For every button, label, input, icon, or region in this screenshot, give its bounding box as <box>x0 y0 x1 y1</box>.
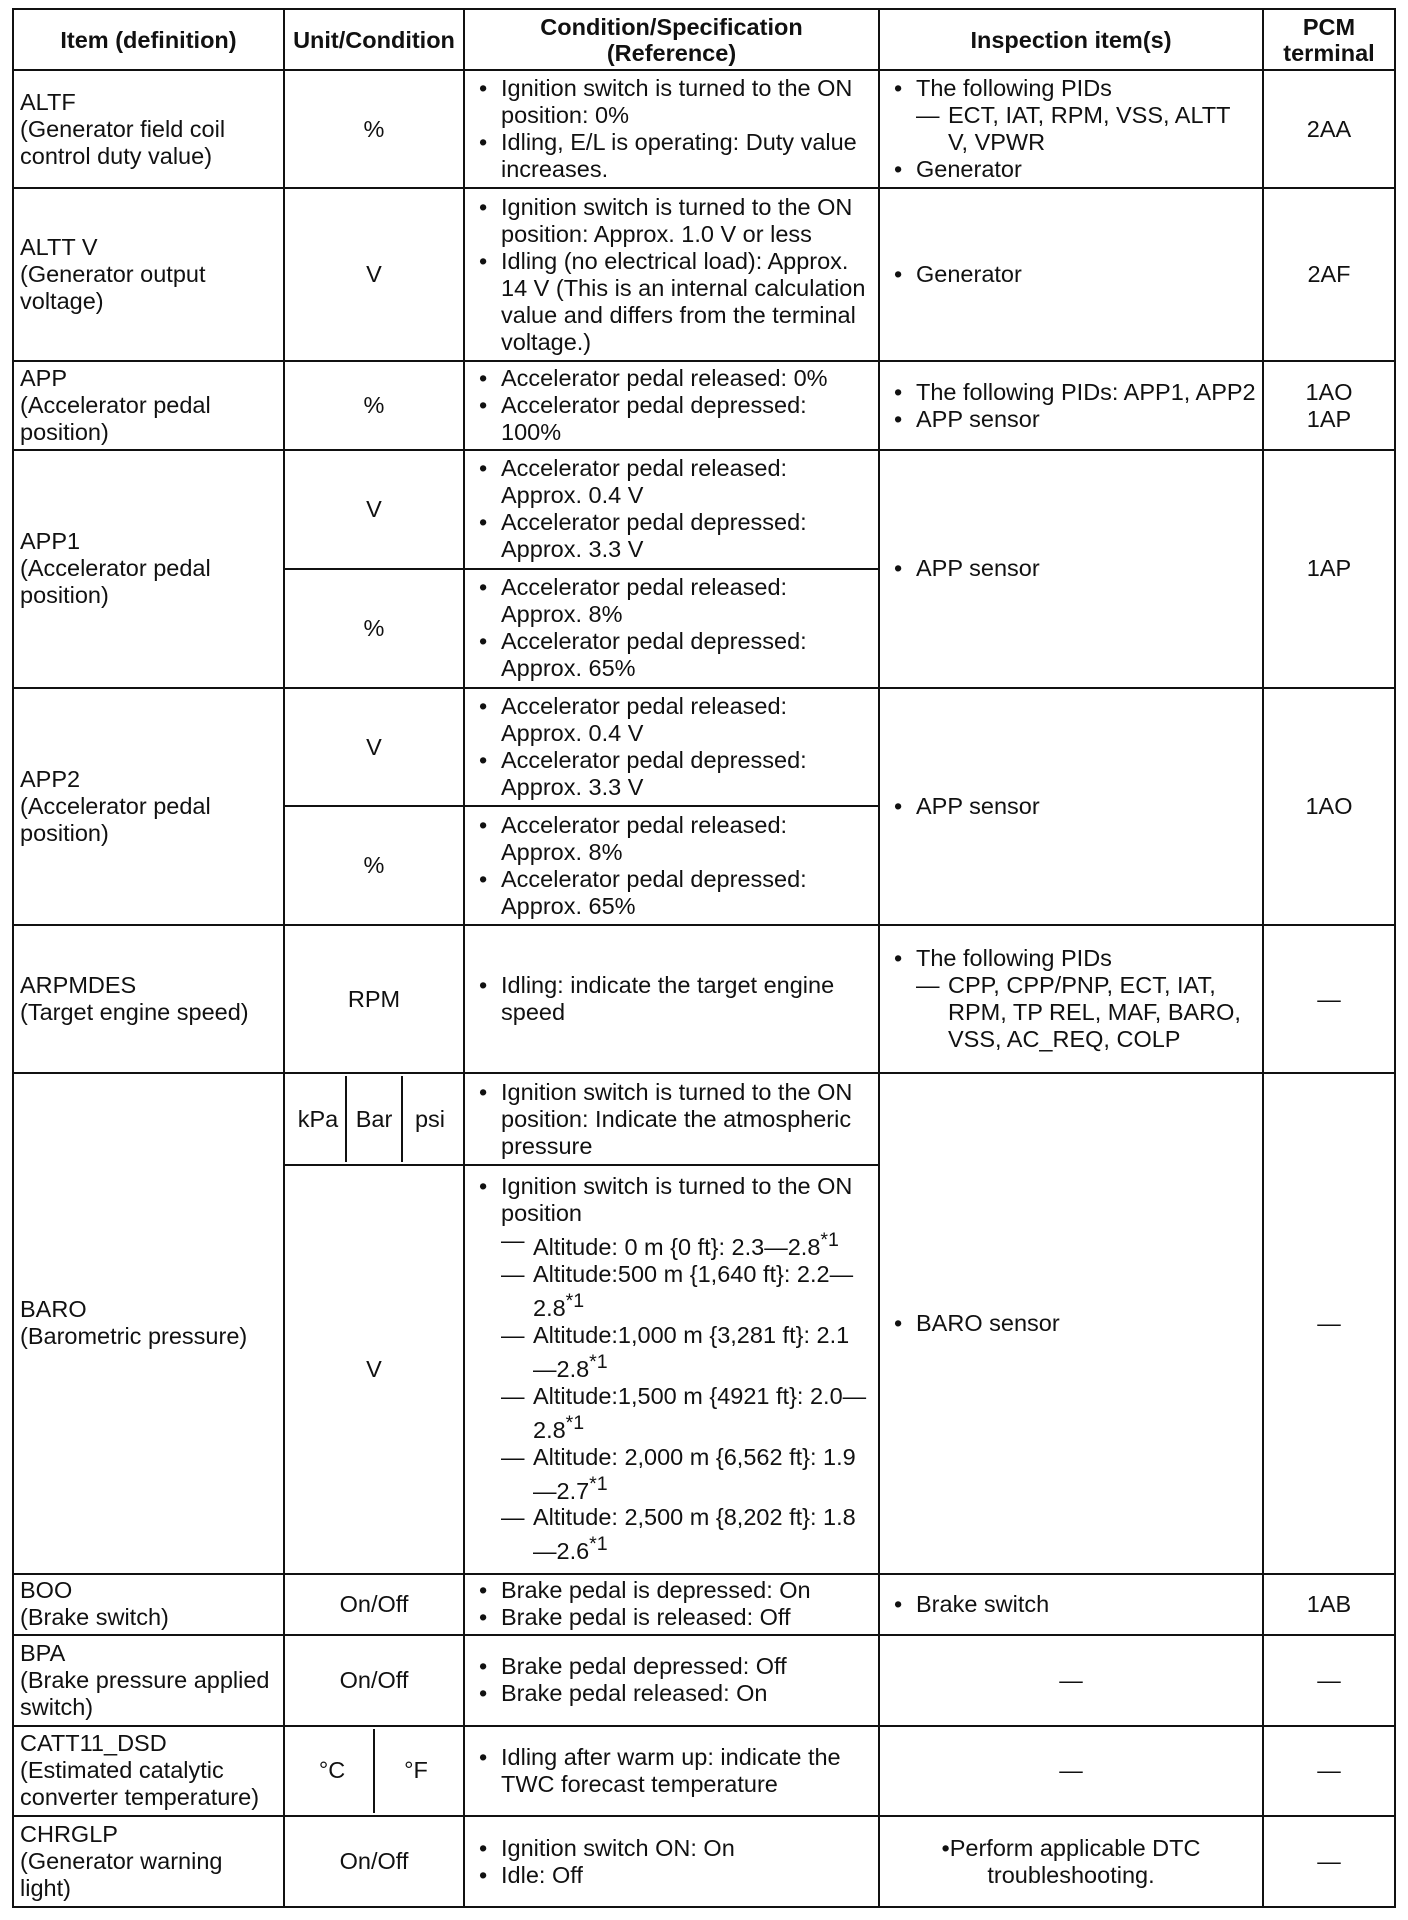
item-cell: CATT11_DSD (Estimated catalytic converter temperature) <box>13 1726 284 1817</box>
header-spec: Condition/Specification (Reference) <box>464 9 879 70</box>
spec-cell: • Accelerator pedal released: 0% • Accelerator pedal depressed: 100% <box>464 361 879 450</box>
pcm-cell: 2AF <box>1263 188 1395 361</box>
unit-cell: RPM <box>284 925 464 1073</box>
item-cell: BARO (Barometric pressure) <box>13 1073 284 1573</box>
pcm-cell: — <box>1263 1726 1395 1817</box>
unit-cell: V <box>284 450 464 569</box>
spec-cell: • Accelerator pedal released: Approx. 8% • Accelerator pedal depressed: Approx. 65% <box>464 806 879 925</box>
header-item: Item (definition) <box>13 9 284 70</box>
pcm-cell: 1AP <box>1263 450 1395 688</box>
item-cell: APP2 (Accelerator pedal position) <box>13 688 284 926</box>
table-row-app <box>13 361 1395 450</box>
unit-cell: % <box>284 806 464 925</box>
table-row-catt11-dsd <box>13 1726 1395 1817</box>
spec-cell: • Ignition switch ON: On • Idle: Off <box>464 1816 879 1907</box>
spec-cell: • Idling: indicate the target engine speed <box>464 925 879 1073</box>
spec-cell: • Idling after warm up: indicate the TWC forecast temperature <box>464 1726 879 1817</box>
unit-fahrenheit: °F <box>373 1729 457 1814</box>
spec-cell: • Accelerator pedal released: Approx. 0.4 V • Accelerator pedal depressed: Approx. 3.3 V <box>464 688 879 807</box>
table-row-boo <box>13 1574 1395 1635</box>
item-cell: BPA (Brake pressure applied switch) <box>13 1635 284 1726</box>
inspection-cell: • The following PIDs — CPP, CPP/PNP, ECT, IAT, RPM, TP REL, MAF, BARO, VSS, AC_REQ, COLP <box>879 925 1263 1073</box>
pcm-cell: — <box>1263 1816 1395 1907</box>
unit-cell <box>284 1073 464 1165</box>
item-cell: ALTF (Generator field coil control duty value) <box>13 70 284 188</box>
table-row-altt-v <box>13 188 1395 361</box>
spec-cell: • Ignition switch is turned to the ON position: Indicate the atmospheric pressure <box>464 1073 879 1165</box>
unit-cell: V <box>284 188 464 361</box>
unit-cell: V <box>284 1165 464 1574</box>
unit-cell: % <box>284 361 464 450</box>
inspection-cell: — <box>879 1726 1263 1817</box>
pcm-cell: — <box>1263 1073 1395 1573</box>
pid-spec-table <box>12 8 1396 1908</box>
item-cell: APP (Accelerator pedal position) <box>13 361 284 450</box>
spec-cell: • Accelerator pedal released: Approx. 8% • Accelerator pedal depressed: Approx. 65% <box>464 569 879 688</box>
spec-cell: • Brake pedal is depressed: On • Brake pedal is released: Off <box>464 1574 879 1635</box>
inspection-cell: — <box>879 1635 1263 1726</box>
unit-bar: Bar <box>345 1076 401 1162</box>
unit-cell: % <box>284 569 464 688</box>
spec-cell: • Accelerator pedal released: Approx. 0.4 V • Accelerator pedal depressed: Approx. 3.3 V <box>464 450 879 569</box>
unit-cell: % <box>284 70 464 188</box>
header-row <box>13 9 1395 70</box>
header-pcm: PCM terminal <box>1263 9 1395 70</box>
header-inspection: Inspection item(s) <box>879 9 1263 70</box>
inspection-cell: • Generator <box>879 188 1263 361</box>
pcm-cell: 1AO <box>1263 688 1395 926</box>
spec-cell: • Ignition switch is turned to the ON position — Altitude: 0 m {0 ft}: 2.3—2.8$^{*1}$ — Altitude:500 m {1,640 ft}: 2.2—2.8$^{*1}$ — Altitude:1,000 m {3,281 ft}: 2.1—2.8$^{*1}$ — Altitude:1,500 m {4921 ft}: 2.0—2.8$^{*1}$ — Altitude: 2,000 m {6,562 ft}: 1.9—2.7$^{*1}$ — Altitude: 2,500 m {8,202 ft}: 1.8—2.6$^{*1}$ <box>464 1165 879 1574</box>
pcm-cell: — <box>1263 1635 1395 1726</box>
inspection-cell: •Perform applicable DTC troubleshooting. <box>879 1816 1263 1907</box>
table-row-arpmdes <box>13 925 1395 1073</box>
table-row-app2 <box>13 688 1395 807</box>
table-row-chrglp <box>13 1816 1395 1907</box>
unit-kpa: kPa <box>297 1105 339 1132</box>
unit-cell <box>284 1726 464 1817</box>
table-row-altf <box>13 70 1395 188</box>
spec-cell: • Ignition switch is turned to the ON position: Approx. 1.0 V or less • Idling (no electrical load): Approx. 14 V (This is an internal calculation value and differs from the terminal voltage.) <box>464 188 879 361</box>
item-cell: APP1 (Accelerator pedal position) <box>13 450 284 688</box>
table-row-baro <box>13 1073 1395 1165</box>
item-cell: BOO (Brake switch) <box>13 1574 284 1635</box>
unit-cell: V <box>284 688 464 807</box>
inspection-cell: • APP sensor <box>879 688 1263 926</box>
inspection-cell: • BARO sensor <box>879 1073 1263 1573</box>
inspection-cell: • The following PIDs: APP1, APP2 • APP sensor <box>879 361 1263 450</box>
unit-psi: psi <box>401 1076 457 1162</box>
inspection-cell: • Brake switch <box>879 1574 1263 1635</box>
item-cell: CHRGLP (Generator warning light) <box>13 1816 284 1907</box>
unit-celsius: °C <box>318 1757 346 1784</box>
spec-cell: • Brake pedal depressed: Off • Brake pedal released: On <box>464 1635 879 1726</box>
pcm-cell: 2AA <box>1263 70 1395 188</box>
inspection-cell: • APP sensor <box>879 450 1263 688</box>
pcm-cell: — <box>1263 925 1395 1073</box>
inspection-cell: • The following PIDs — ECT, IAT, RPM, VSS, ALTT V, VPWR • Generator <box>879 70 1263 188</box>
pcm-cell: 1AB <box>1263 1574 1395 1635</box>
spec-cell: • Ignition switch is turned to the ON position: 0% • Idling, E/L is operating: Duty value increases. <box>464 70 879 188</box>
table-row-app1 <box>13 450 1395 569</box>
unit-cell: On/Off <box>284 1816 464 1907</box>
pcm-cell: 1AO 1AP <box>1263 361 1395 450</box>
header-unit: Unit/Condition <box>284 9 464 70</box>
item-cell: ALTT V (Generator output voltage) <box>13 188 284 361</box>
item-cell: ARPMDES (Target engine speed) <box>13 925 284 1073</box>
unit-cell: On/Off <box>284 1635 464 1726</box>
table-row-bpa <box>13 1635 1395 1726</box>
unit-cell: On/Off <box>284 1574 464 1635</box>
